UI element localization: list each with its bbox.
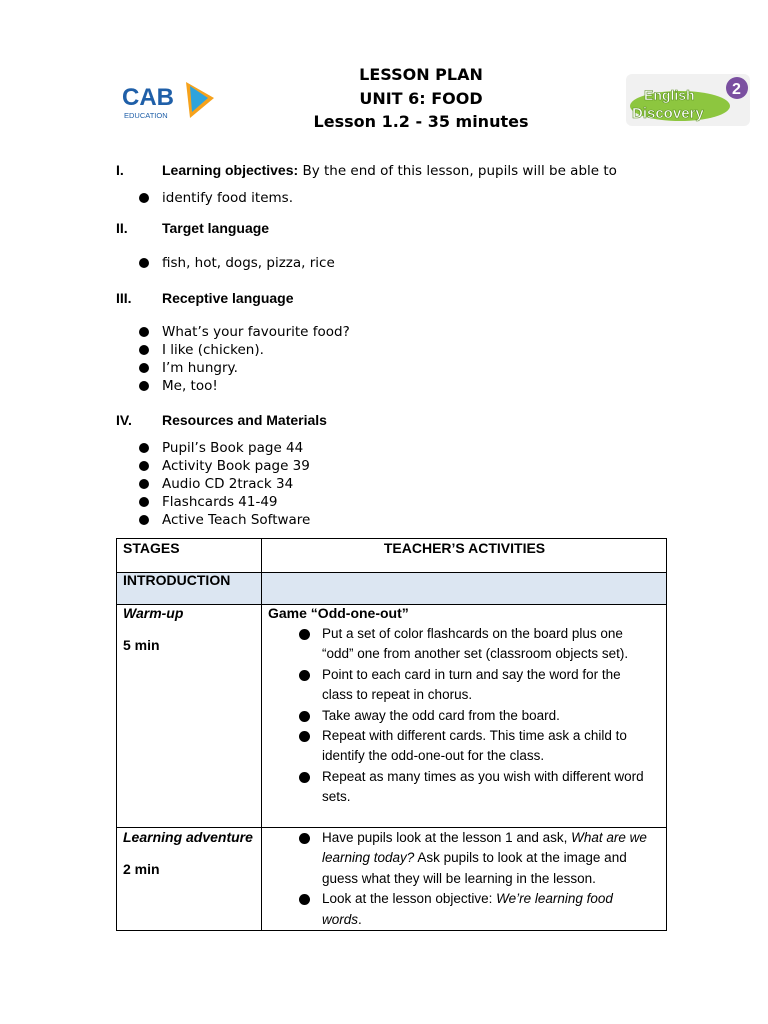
- cab-logo-subtext: EDUCATION: [124, 111, 168, 120]
- title-lesson-plan: LESSON PLAN: [359, 65, 483, 84]
- section-number: IV.: [116, 412, 132, 428]
- section-heading: [162, 162, 617, 179]
- target-language-list: [137, 254, 335, 272]
- section-heading: [162, 220, 269, 237]
- level-number: 2: [732, 81, 741, 98]
- warmup-time: 5 min: [123, 637, 160, 653]
- list-item: I’m hungry.: [137, 359, 350, 377]
- list-item: Repeat as many times as you wish with different word sets.: [299, 767, 649, 808]
- list-item: Take away the odd card from the board.: [299, 706, 649, 726]
- title-lesson: Lesson 1.2 - 35 minutes: [313, 112, 529, 131]
- list-item: Me, too!: [137, 377, 350, 395]
- section-title: Learning objectives:: [162, 162, 299, 178]
- activities-table: [116, 538, 667, 931]
- bullet-icon: [139, 515, 149, 525]
- section-number: II.: [116, 220, 128, 236]
- cab-logo-text: CAB: [122, 84, 174, 111]
- bullet-icon: [139, 193, 149, 203]
- bullet-icon: [139, 479, 149, 489]
- list-item: Point to each card in turn and say the word for the class to repeat in chorus.: [299, 665, 649, 706]
- logo-discovery-text: Discovery: [632, 105, 704, 122]
- resources-list: [137, 439, 310, 529]
- logo-english-text: English: [644, 87, 695, 103]
- bullet-icon: [139, 461, 149, 471]
- section-title: Target language: [162, 220, 270, 236]
- adventure-steps: [299, 828, 649, 930]
- bullet-icon: [139, 345, 149, 355]
- list-item: Pupil’s Book page 44: [137, 439, 310, 457]
- section-number: I.: [116, 162, 124, 178]
- receptive-language-list: [137, 323, 350, 395]
- bullet-icon: [139, 443, 149, 453]
- adventure-time: 2 min: [123, 861, 160, 877]
- bullet-icon: [139, 258, 149, 268]
- bullet-icon: [299, 833, 310, 844]
- list-item: Repeat with different cards. This time ask a child to identify the odd-one-out for the class.: [299, 726, 649, 767]
- column-divider: [261, 539, 262, 930]
- section-title: Resources and Materials: [162, 412, 327, 428]
- section-heading: [162, 290, 294, 307]
- bullet-icon: [299, 670, 310, 681]
- list-item: Flashcards 41-49: [137, 493, 310, 511]
- list-item: Put a set of color flashcards on the board plus one “odd” one from another set (classroom objects set).: [299, 624, 649, 665]
- section-number: III.: [116, 290, 132, 306]
- bullet-icon: [139, 363, 149, 373]
- list-item: I like (chicken).: [137, 341, 350, 359]
- list-item: fish, hot, dogs, pizza, rice: [137, 254, 335, 272]
- list-item: Have pupils look at the lesson 1 and ask, What are we learning today? Ask pupils to look at the image and guess what they will be learning in the lesson.: [299, 828, 649, 889]
- bullet-icon: [299, 731, 310, 742]
- bullet-icon: [299, 711, 310, 722]
- bullet-icon: [299, 772, 310, 783]
- warmup-steps: [299, 624, 649, 808]
- section-title: Receptive language: [162, 290, 294, 306]
- bullet-icon: [139, 381, 149, 391]
- bullet-icon: [299, 894, 310, 905]
- section-heading: [162, 412, 327, 429]
- list-item: What’s your favourite food?: [137, 323, 350, 341]
- objectives-list: [137, 189, 293, 207]
- list-item: Activity Book page 39: [137, 457, 310, 475]
- list-item: Active Teach Software: [137, 511, 310, 529]
- title-unit: UNIT 6: FOOD: [359, 89, 483, 108]
- bullet-icon: [299, 629, 310, 640]
- list-item: identify food items.: [137, 189, 293, 207]
- warmup-stage: Warm-up: [123, 605, 184, 621]
- introduction-label: INTRODUCTION: [123, 572, 231, 588]
- section-intro-text: By the end of this lesson, pupils will be able to: [298, 163, 617, 179]
- bullet-icon: [139, 497, 149, 507]
- column-header-stages: STAGES: [123, 540, 180, 556]
- list-item: Look at the lesson objective: We’re learning food words.: [299, 889, 649, 930]
- list-item: Audio CD 2track 34: [137, 475, 310, 493]
- adventure-stage: Learning adventure: [123, 829, 253, 845]
- warmup-activity-title: Game “Odd-one-out”: [268, 605, 409, 621]
- column-header-activities: TEACHER’S ACTIVITIES: [383, 540, 546, 556]
- bullet-icon: [139, 327, 149, 337]
